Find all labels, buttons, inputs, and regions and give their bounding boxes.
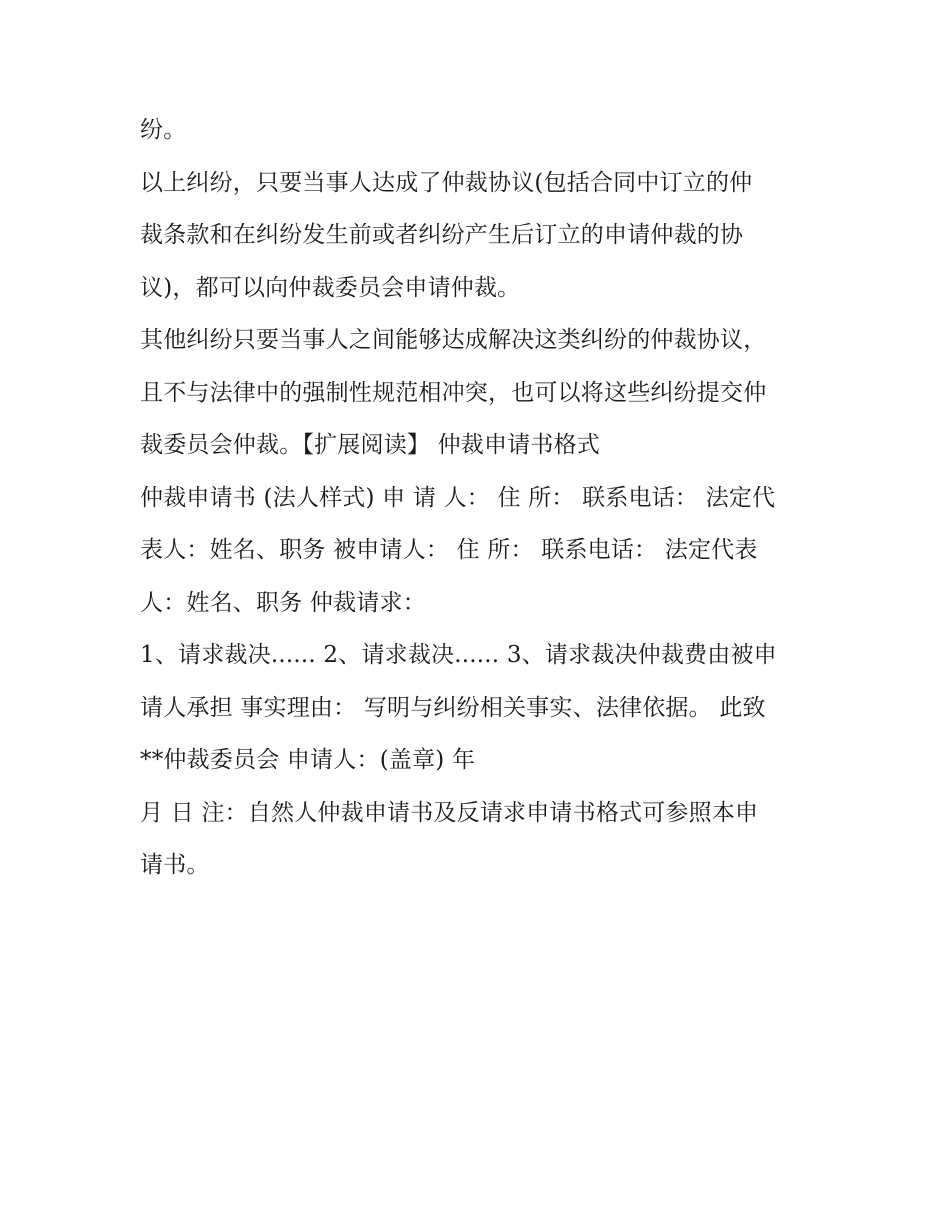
text-line-7: 裁委员会仲裁。【扩展阅读】 仲裁申请书格式	[140, 432, 601, 458]
document-body	[140, 104, 820, 892]
text-line-15: 请书。	[140, 852, 210, 878]
text-line-13: **仲裁委员会 申请人：(盖章) 年	[140, 747, 476, 773]
text-line-10: 人：姓名、职务 仲裁请求：	[140, 589, 426, 616]
text-line-1: 纷。	[140, 117, 187, 143]
text-line-3: 裁条款和在纠纷发生前或者纠纷产生后订立的申请仲裁的协	[140, 222, 744, 248]
text-line-4: 议)，都可以向仲裁委员会申请仲裁。	[140, 274, 521, 301]
text-line-8: 仲裁申请书 (法人样式) 申 请 人： 住 所： 联系电话： 法定代	[140, 484, 776, 511]
text-line-9: 表人：姓名、职务 被申请人： 住 所： 联系电话： 法定代表	[140, 537, 758, 563]
text-line-12: 请人承担 事实理由： 写明与纠纷相关事实、法律依据。 此致	[140, 694, 766, 721]
text-line-5: 其他纠纷只要当事人之间能够达成解决这类纠纷的仲裁协议，	[140, 327, 767, 353]
text-line-11: 1、请求裁决...... 2、请求裁决...... 3、请求裁决仲裁费由被申	[140, 642, 777, 668]
text-line-2: 以上纠纷，只要当事人达成了仲裁协议(包括合同中订立的仲	[140, 169, 753, 196]
text-line-6: 且不与法律中的强制性规范相冲突，也可以将这些纠纷提交仲	[140, 379, 767, 406]
text-line-14: 月 日 注：自然人仲裁申请书及反请求申请书格式可参照本申	[140, 799, 759, 826]
